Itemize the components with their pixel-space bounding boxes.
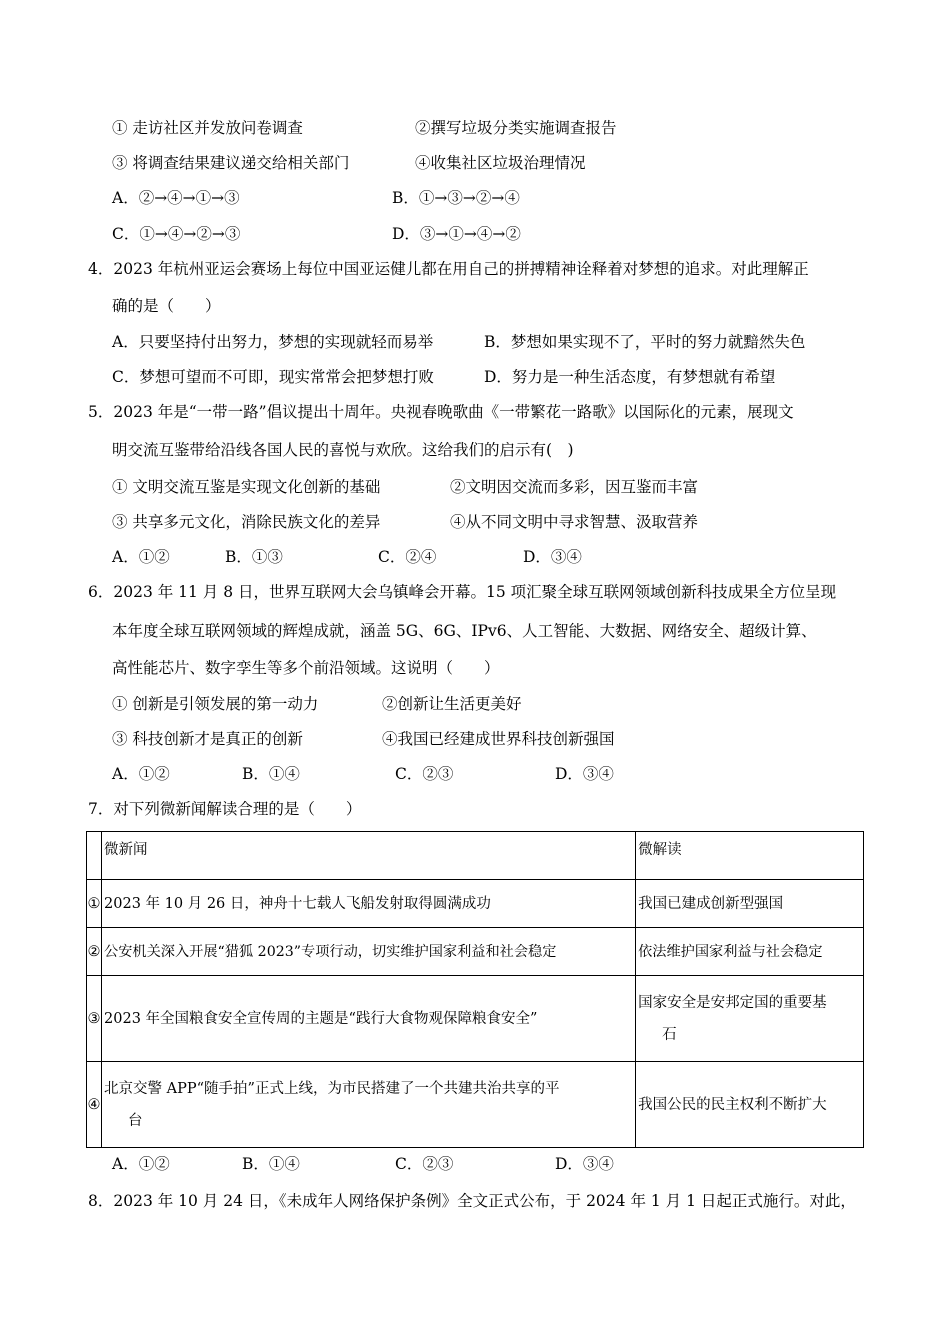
q5-item-4: ④从不同文明中寻求智慧、汲取营养 <box>450 513 699 531</box>
q5-stem-line1: 5．2023 年是“一带一路”倡议提出十周年。央视春晚歌曲《一带繁花一路歌》以国际化的元素，展现文 <box>88 403 794 421</box>
q4-stem-line2: 确的是（ ） <box>112 297 221 315</box>
row-reading: 依法维护国家利益与社会稳定 <box>636 928 864 976</box>
q5-option-c[interactable]: C．②④ <box>378 548 437 566</box>
q5-item-1: ① 文明交流互鉴是实现文化创新的基础 <box>112 478 381 496</box>
q7-option-b[interactable]: B．①④ <box>242 1155 300 1173</box>
q6-item-1: ① 创新是引领发展的第一动力 <box>112 695 319 713</box>
q3-item-4: ④收集社区垃圾治理情况 <box>415 154 586 172</box>
table-header-row <box>87 832 864 880</box>
q3-item-3: ③ 将调查结果建议递交给相关部门 <box>112 154 350 172</box>
q6-stem-line2: 本年度全球互联网领域的辉煌成就，涵盖 5G、6G、IPv6、人工智能、大数据、网络安全、超级计算、 <box>112 622 817 640</box>
row-reading-cell <box>636 976 864 1062</box>
q6-option-a[interactable]: A．①② <box>112 765 170 783</box>
q6-item-4: ④我国已经建成世界科技创新强国 <box>382 730 615 748</box>
q6-stem-line3: 高性能芯片、数字孪生等多个前沿领域。这说明（ ） <box>112 659 500 677</box>
q5-item-2: ②文明因交流而多彩，因互鉴而丰富 <box>450 478 699 496</box>
header-num-cell <box>87 832 102 880</box>
q8-stem-line1: 8．2023 年 10 月 24 日，《未成年人网络保护条例》全文正式公布，于 2024 年 1 月 1 日起正式施行。对此， <box>88 1192 856 1210</box>
q5-item-3: ③ 共享多元文化，消除民族文化的差异 <box>112 513 381 531</box>
row-reading: 我国公民的民主权利不断扩大 <box>636 1062 864 1148</box>
q5-option-a[interactable]: A．①② <box>112 548 170 566</box>
q4-option-a[interactable]: A．只要坚持付出努力，梦想的实现就轻而易举 <box>112 333 434 351</box>
row-news: 2023 年 10 月 26 日，神舟十七载人飞船发射取得圆满成功 <box>102 880 636 928</box>
q4-option-b[interactable]: B．梦想如果实现不了，平时的努力就黯然失色 <box>484 333 806 351</box>
table-row <box>87 1062 864 1148</box>
q5-option-b[interactable]: B．①③ <box>225 548 283 566</box>
table-row <box>87 928 864 976</box>
q3-item-1: ① 走访社区并发放问卷调查 <box>112 119 303 137</box>
table-row <box>87 880 864 928</box>
news-table <box>86 831 864 1148</box>
row-news: 公安机关深入开展“猎狐 2023”专项行动，切实维护国家利益和社会稳定 <box>102 928 636 976</box>
row-news: 2023 年全国粮食安全宣传周的主题是“践行大食物观保障粮食安全” <box>102 976 636 1062</box>
row-news: 北京交警 APP“随手拍”正式上线，为市民搭建了一个共建共治共享的平 <box>104 1080 560 1097</box>
q6-option-d[interactable]: D．③④ <box>555 765 614 783</box>
row-num: ② <box>87 928 102 976</box>
q5-option-d[interactable]: D．③④ <box>523 548 582 566</box>
q6-option-c[interactable]: C．②③ <box>395 765 454 783</box>
q6-option-b[interactable]: B．①④ <box>242 765 300 783</box>
q7-option-d[interactable]: D．③④ <box>555 1155 614 1173</box>
row-num: ④ <box>87 1062 102 1148</box>
q3-item-2: ②撰写垃圾分类实施调查报告 <box>415 119 617 137</box>
q7-option-c[interactable]: C．②③ <box>395 1155 454 1173</box>
q6-stem-line1: 6．2023 年 11 月 8 日，世界互联网大会乌镇峰会开幕。15 项汇聚全球互联网领域创新科技成果全方位呈现 <box>88 583 837 601</box>
row-reading-cont: 石 <box>662 1026 677 1043</box>
q3-option-c[interactable]: C．①→④→②→③ <box>112 225 241 243</box>
row-reading: 我国已建成创新型强国 <box>636 880 864 928</box>
row-reading: 国家安全是安邦定国的重要基 <box>638 994 827 1011</box>
q4-option-c[interactable]: C．梦想可望而不可即，现实常常会把梦想打败 <box>112 368 434 386</box>
row-num: ③ <box>87 976 102 1062</box>
row-num: ① <box>87 880 102 928</box>
q7-stem: 7．对下列微新闻解读合理的是（ ） <box>88 800 362 818</box>
header-news: 微新闻 <box>102 832 636 880</box>
q3-option-b[interactable]: B．①→③→②→④ <box>392 189 520 207</box>
q4-option-d[interactable]: D．努力是一种生活态度，有梦想就有希望 <box>484 368 776 386</box>
row-news-cell <box>102 1062 636 1148</box>
q6-item-3: ③ 科技创新才是真正的创新 <box>112 730 303 748</box>
q7-option-a[interactable]: A．①② <box>112 1155 170 1173</box>
q6-item-2: ②创新让生活更美好 <box>382 695 522 713</box>
header-reading: 微解读 <box>636 832 864 880</box>
q4-stem-line1: 4．2023 年杭州亚运会赛场上每位中国亚运健儿都在用自己的拼搏精神诠释着对梦想的追求。对此理解正 <box>88 260 809 278</box>
row-news-cont: 台 <box>128 1112 143 1129</box>
q5-stem-line2: 明交流互鉴带给沿线各国人民的喜悦与欢欣。这给我们的启示有( ) <box>112 441 574 459</box>
q3-option-d[interactable]: D．③→①→④→② <box>392 225 521 243</box>
q3-option-a[interactable]: A．②→④→①→③ <box>112 189 240 207</box>
table-row <box>87 976 864 1062</box>
